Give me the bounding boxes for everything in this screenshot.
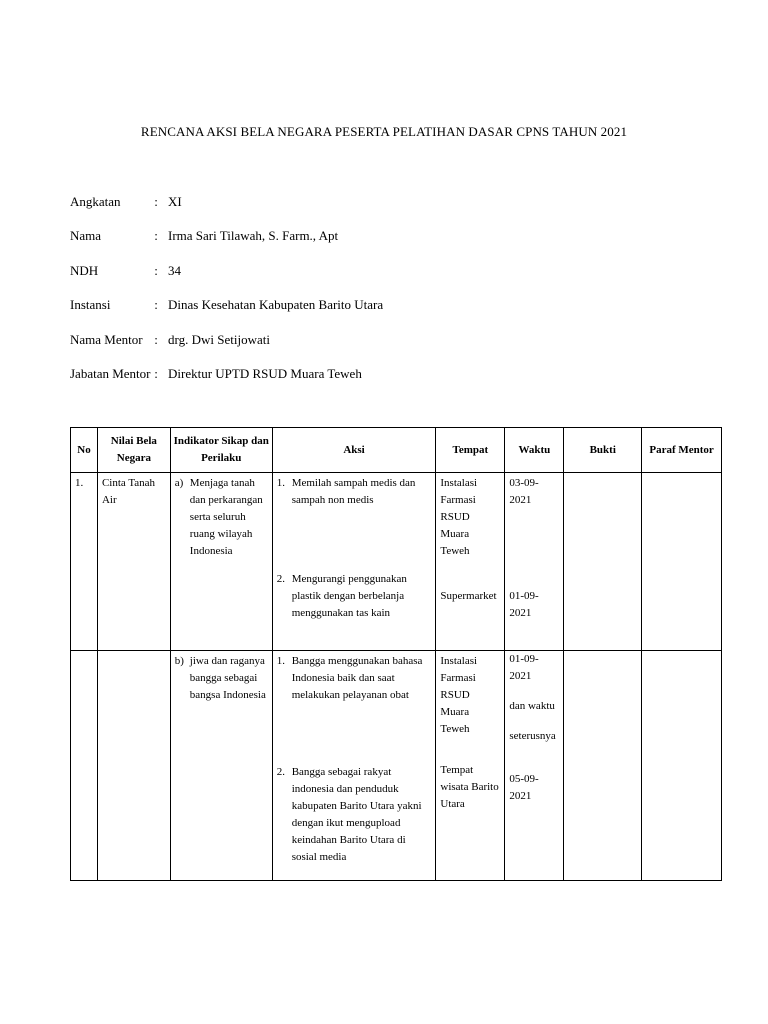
tempat-text: Tempat wisata Barito Utara [440, 764, 499, 810]
item-marker: a) [174, 477, 184, 489]
item-marker: 1. [276, 655, 285, 667]
waktu-line: dan waktu [509, 700, 555, 712]
table-row [71, 651, 722, 881]
info-colon: : [154, 297, 158, 312]
document-title: RENCANA AKSI BELA NEGARA PESERTA PELATIHAN DASAR CPNS TAHUN 2021 [140, 124, 628, 139]
cell-paraf [642, 473, 722, 651]
info-label: NDH [70, 263, 99, 278]
cell-no [71, 651, 98, 881]
cell-waktu [505, 651, 564, 881]
row-number: 1. [75, 477, 84, 489]
item-marker: 1. [276, 477, 285, 489]
tempat-text: Supermarket [440, 590, 497, 602]
cell-nilai [97, 473, 170, 651]
waktu-line: 01-09-2021 [509, 653, 539, 682]
cell-aksi [272, 473, 436, 651]
info-label: Nama [70, 228, 102, 243]
info-value: 34 [168, 263, 181, 278]
cell-indikator [170, 651, 272, 881]
header-paraf-mentor: Paraf Mentor [642, 428, 722, 473]
info-colon: : [154, 194, 158, 209]
cell-indikator [170, 473, 272, 651]
item-marker: b) [174, 655, 184, 667]
info-label: Instansi [70, 297, 111, 312]
cell-nilai [97, 651, 170, 881]
header-tempat: Tempat [436, 428, 505, 473]
info-value: Dinas Kesehatan Kabupaten Barito Utara [168, 297, 384, 312]
info-value: XI [168, 194, 182, 209]
info-colon: : [154, 366, 158, 381]
waktu-text: 05-09-2021 [509, 773, 539, 802]
info-colon: : [154, 228, 158, 243]
header-bukti: Bukti [564, 428, 642, 473]
cell-paraf [642, 651, 722, 881]
tempat-text: Instalasi Farmasi RSUD Muara Teweh [440, 655, 478, 735]
indikator-item [171, 473, 272, 562]
item-marker: 2. [276, 573, 285, 585]
header-waktu: Waktu [505, 428, 564, 473]
info-value: Direktur UPTD RSUD Muara Teweh [168, 366, 362, 381]
waktu-text: 03-09-2021 [509, 477, 539, 506]
item-marker: 2. [276, 766, 285, 778]
nilai-text: Cinta Tanah Air [101, 477, 156, 506]
cell-waktu [505, 473, 564, 651]
aksi-text: Memilah sampah medis dan sampah non medis [291, 477, 416, 506]
info-label: Jabatan Mentor [70, 366, 151, 381]
waktu-line: seterusnya [509, 730, 556, 742]
info-colon: : [154, 263, 158, 278]
cell-tempat [436, 473, 505, 651]
table-header-row [71, 428, 722, 473]
aksi-text: Mengurangi penggunakan plastik dengan berbelanja menggunakan tas kain [291, 573, 407, 619]
cell-no [71, 473, 98, 651]
cell-bukti [564, 651, 642, 881]
tempat-text: Instalasi Farmasi RSUD Muara Teweh [440, 477, 478, 557]
waktu-text: 01-09-2021 [509, 590, 539, 619]
action-plan-table [70, 427, 722, 881]
aksi-text: Bangga menggunakan bahasa Indonesia baik dan saat melakukan pelayanan obat [291, 655, 423, 701]
cell-bukti [564, 473, 642, 651]
indikator-text: jiwa dan raganya bangga sebagai bangsa Indonesia [189, 655, 266, 701]
indikator-text: Menjaga tanah dan perkarangan serta seluruh ruang wilayah Indonesia [189, 477, 263, 557]
info-label: Nama Mentor [70, 332, 143, 347]
header-nilai-bela-negara: Nilai Bela Negara [97, 428, 170, 473]
aksi-item [273, 762, 436, 868]
aksi-text: Bangga sebagai rakyat indonesia dan penduduk kabupaten Barito Utara yakni dengan ikut mengupload keindahan Barito Utara di sosial media [291, 766, 422, 863]
header-indikator: Indikator Sikap dan Perilaku [170, 428, 272, 473]
cell-tempat [436, 651, 505, 881]
info-value: drg. Dwi Setijowati [168, 332, 270, 347]
aksi-item [273, 569, 436, 624]
info-label: Angkatan [70, 194, 121, 209]
info-value: Irma Sari Tilawah, S. Farm., Apt [168, 228, 339, 243]
cell-aksi [272, 651, 436, 881]
indikator-item [171, 651, 272, 706]
header-no: No [71, 428, 98, 473]
header-aksi: Aksi [272, 428, 436, 473]
info-colon: : [154, 332, 158, 347]
waktu-text [505, 651, 563, 747]
aksi-item [273, 651, 436, 706]
aksi-item [273, 473, 436, 511]
table-row [71, 473, 722, 651]
